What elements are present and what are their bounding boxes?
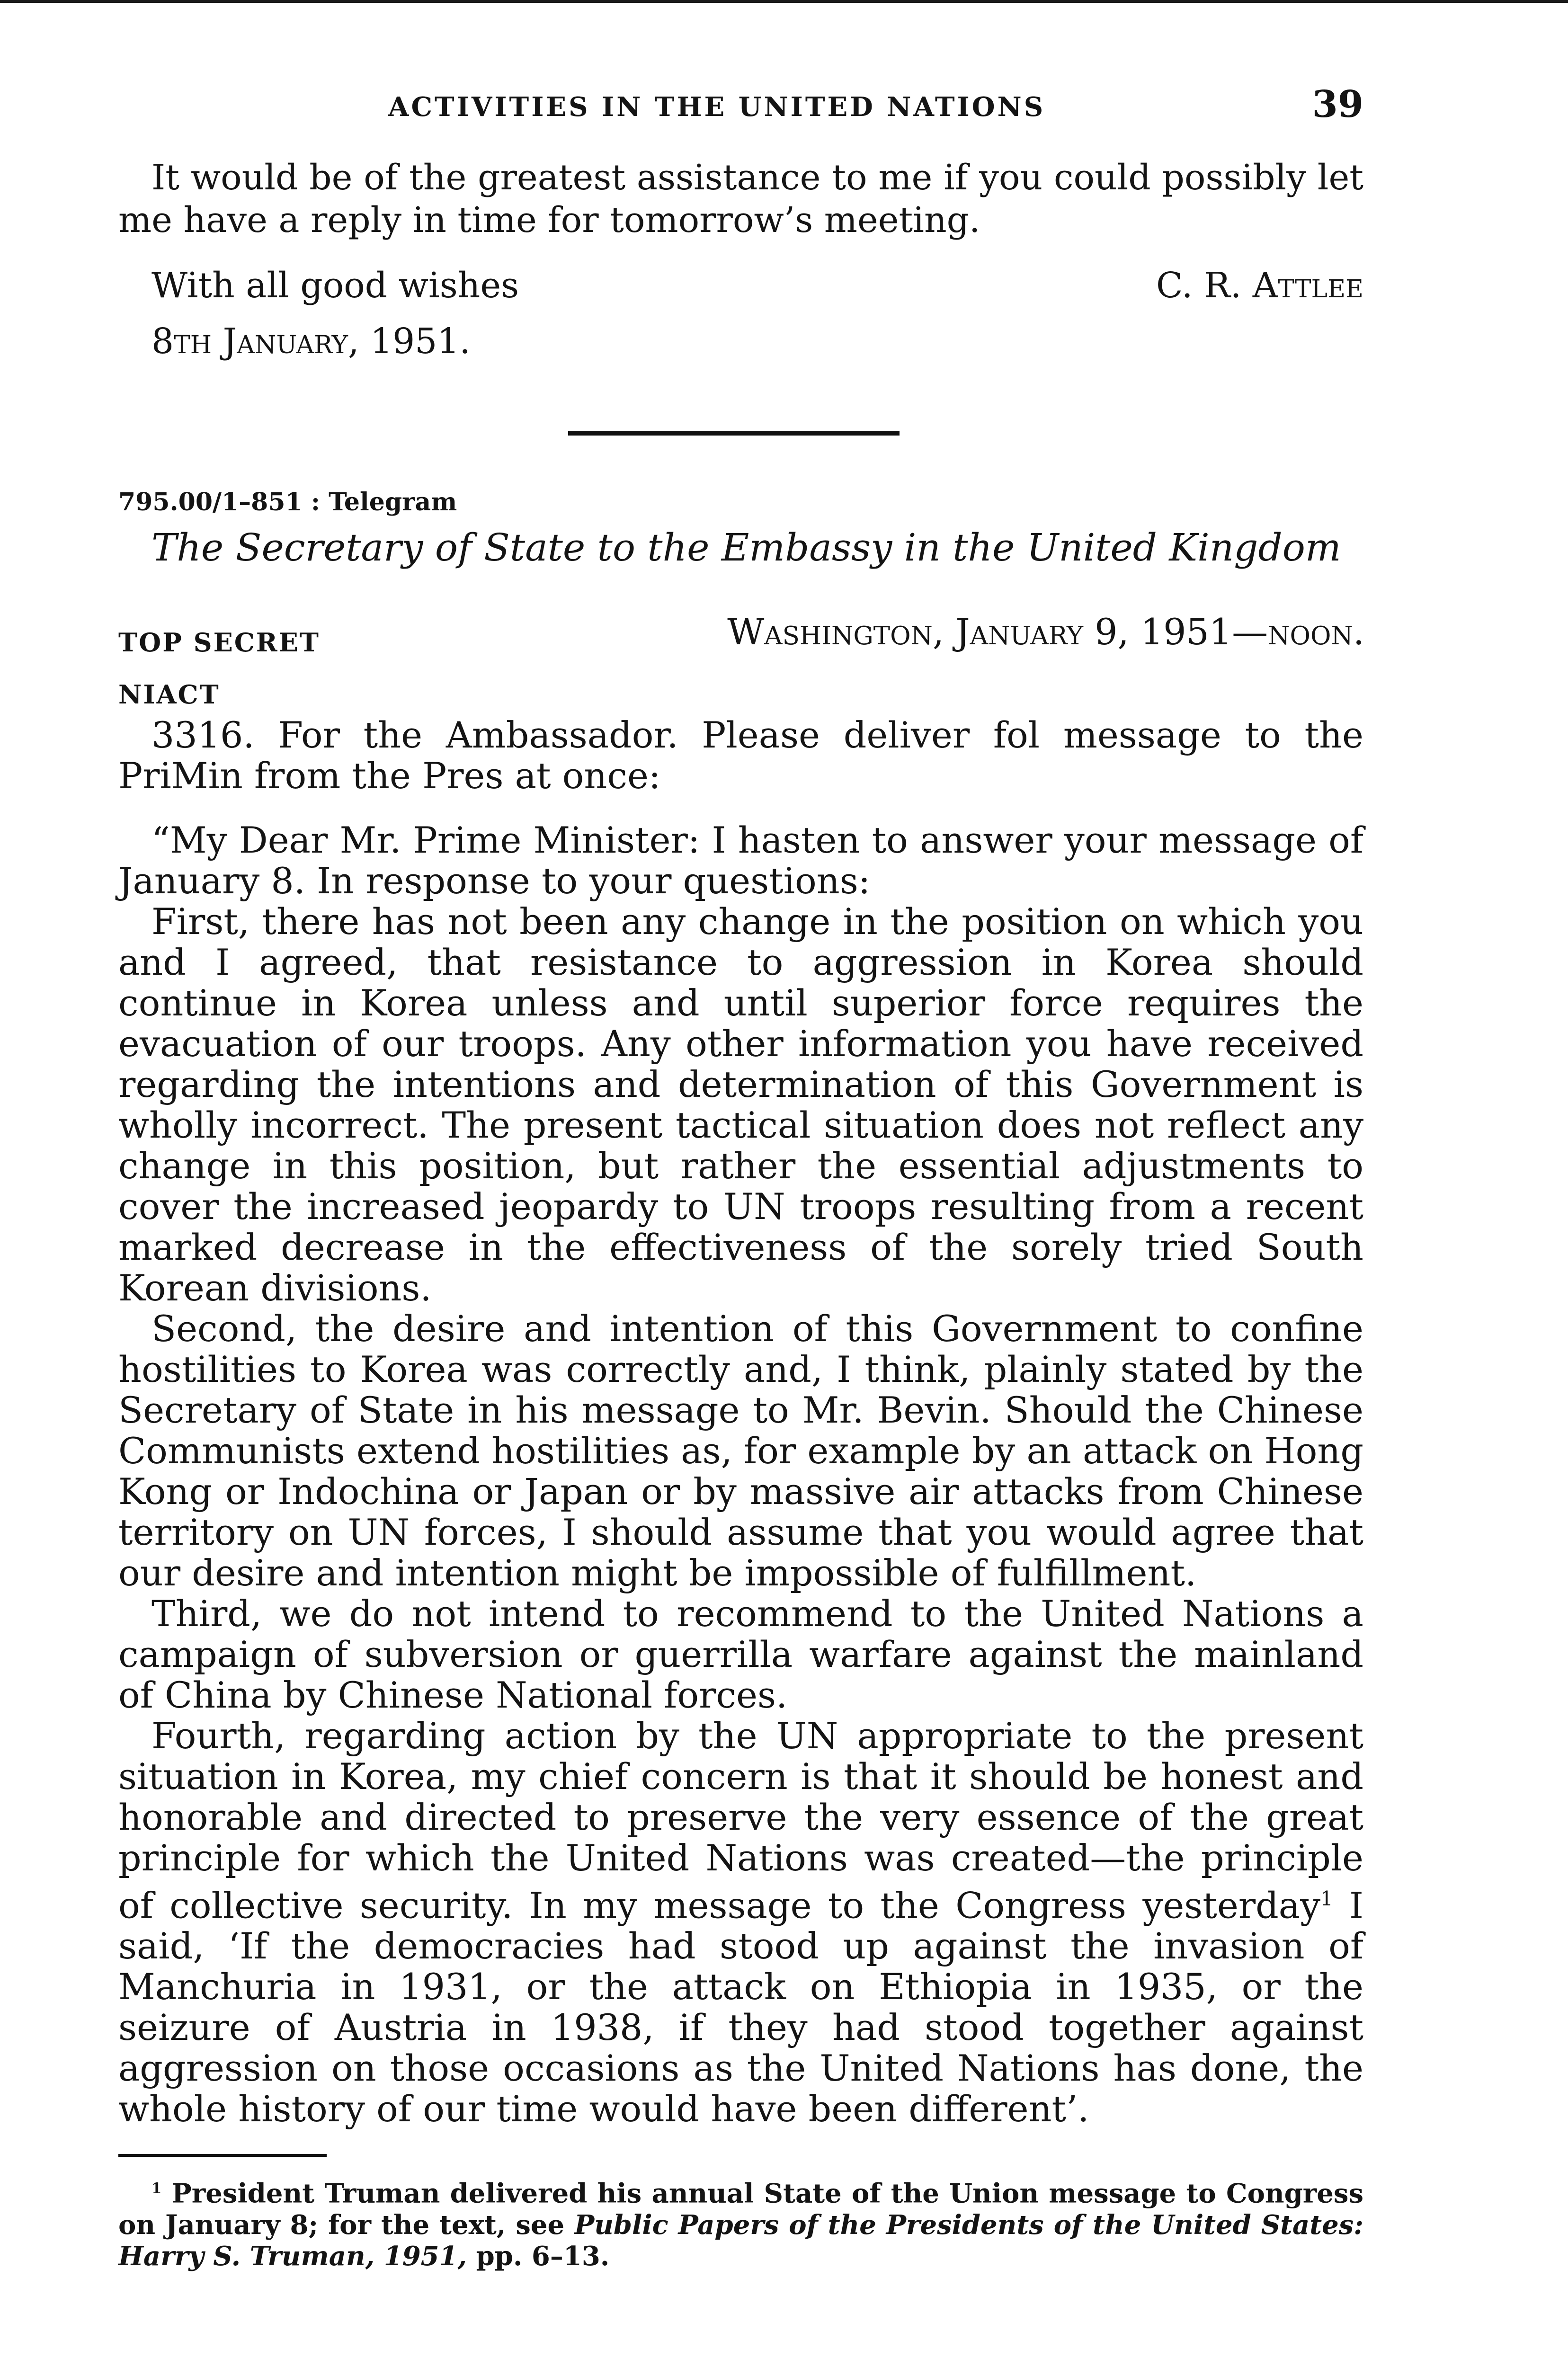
page-number: 39 (1312, 83, 1363, 126)
footnote-text-b: pp. 6–13. (467, 2240, 610, 2272)
footnote-citation: Public Papers of the Presidents of the United States: Harry S. Truman, 1951, (118, 2209, 1364, 2272)
message-opening: “My Dear Mr. Prime Minister: I hasten to answer your message of January 8. In response to your questions: (118, 819, 1363, 902)
salutation-close: With all good wishes (151, 265, 519, 306)
footnote (118, 2173, 1363, 2272)
document-reference: 795.00/1–851 : Telegram (118, 488, 457, 516)
signature-block (118, 265, 1363, 374)
letter-closing (118, 156, 1363, 241)
telegram-body (118, 715, 1363, 2129)
footnote-marker: 1 (151, 2180, 162, 2197)
message-point-second: Second, the desire and intention of this Government to confine hostilities to Korea was correctly and, I think, plainly stated by the Secretary of State in his message to Mr. Bevin. Should the Chinese Communists extend hostilities as, for example by an attack on Hong Kong or Indochina or Japan or by massive air attacks from Chinese territory on UN forces, I should assume that you would agree that our desire and intention might be impossible of fulfillment. (118, 1308, 1363, 1594)
priority-marking: NIACT (118, 679, 220, 710)
fourth-part-b: I said, ‘If the democracies had stood up against the invasion of Manchuria in 1931, or the attack on Ethiopia in 1935, or the seizure of Austria in 1938, if they had stood together against aggression on those occasions as the United Nations has done, the whole history of our time would have been different’. (118, 1884, 1364, 2130)
classification: TOP SECRET (118, 627, 320, 658)
section-divider (568, 431, 900, 436)
message-point-fourth (118, 1716, 1363, 2129)
footnote-text-a: President Truman delivered his annual State of the Union message to Congress on January 8; for the text, see (118, 2178, 1363, 2241)
message-point-third: Third, we do not intend to recommend to the United Nations a campaign of subversion or guerrilla warfare against the mainland of China by Chinese National forces. (118, 1593, 1363, 1716)
telegram-intro: 3316. For the Ambassador. Please deliver fol message to the PriMin from the Pres at once: (118, 714, 1363, 797)
page-header (118, 83, 1363, 125)
document-title: The Secretary of State to the Embassy in the United Kingdom (151, 525, 1341, 570)
fourth-part-a: Fourth, regarding action by the UN appropriate to the present situation in Korea, my chief concern is that it should be honest and honorable and directed to preserve the very essence of the great principle for which the United Nations was created—the principle of collective security. In my message to the Congress yesterday (118, 1715, 1363, 1927)
message-point-first: First, there has not been any change in the position on which you and I agreed, that resistance to aggression in Korea should continue in Korea unless and until superior force requires the evacuation of our troops. Any other information you have received regarding the intentions and determination of this Government is wholly incorrect. The present tactical situation does not reflect any change in this position, but rather the essential adjustments to cover the increased jeopardy to UN troops resulting from a recent marked decrease in the effectiveness of the sorely tried South Korean divisions. (118, 900, 1363, 1309)
running-title: ACTIVITIES IN THE UNITED NATIONS (388, 91, 1046, 123)
top-border (0, 0, 1568, 3)
footnote-reference: 1 (1320, 1887, 1333, 1910)
footnote-divider (118, 2154, 327, 2157)
letter-date: 8th January, 1951. (151, 321, 471, 362)
closing-paragraph: It would be of the greatest assistance to me if you could possibly let me have a reply in time for tomorrow’s meeting. (118, 157, 1363, 240)
signature: C. R. Attlee (1156, 265, 1363, 306)
dateline: Washington, January 9, 1951—noon. (727, 611, 1364, 653)
